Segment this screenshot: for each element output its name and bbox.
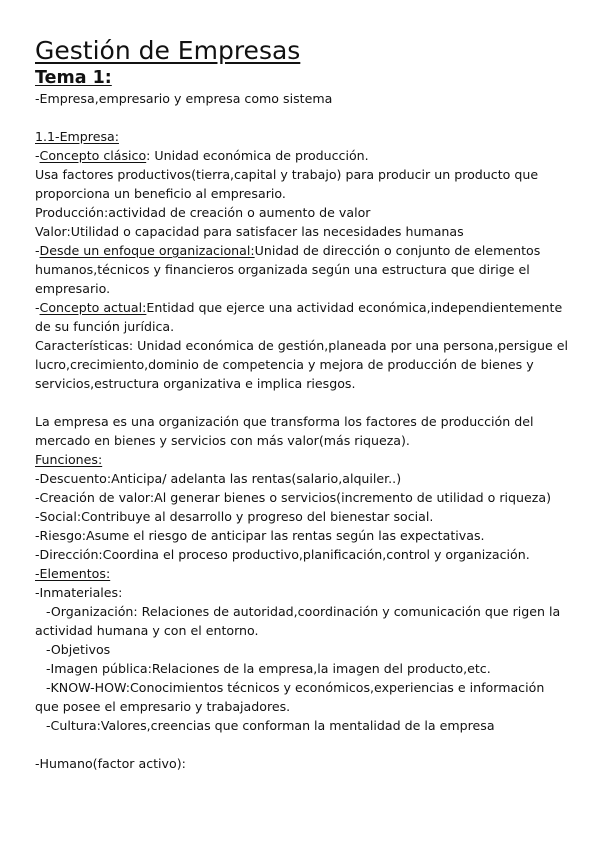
valor-line: Valor:Utilidad o capacidad para satisfacer las necesidades humanas xyxy=(35,224,464,239)
enfoque-prefix: - xyxy=(35,243,40,258)
enfoque-paragraph xyxy=(35,241,570,298)
concepto-actual-text: Entidad que ejerce una actividad económica,independientemente de su función jurídica. xyxy=(35,300,563,334)
concepto-actual-label: Concepto actual: xyxy=(39,300,147,315)
caracteristicas-paragraph: Características: Unidad económica de gestión,planeada por una persona,persigue el lucro,crecimiento,dominio de competencia y mejora de producción de bienes y servicios,estructura organizativa e implica riesgos. xyxy=(35,338,568,391)
section-heading-text: 1.1-Empresa: xyxy=(35,129,119,144)
document-title: Gestión de Empresas xyxy=(35,36,301,65)
intro-line: -Empresa,empresario y empresa como sistema xyxy=(35,91,333,106)
organizacion-paragraph: -Organización: Relaciones de autoridad,coordinación y comunicación que rigen la actividad humana y con el entorno. xyxy=(35,604,561,638)
inmateriales-line: -Inmateriales: xyxy=(35,585,123,600)
enfoque-text: Unidad de dirección o conjunto de elementos humanos,técnicos y financieros organizada según una estructura que dirige el empresario. xyxy=(35,243,541,296)
tema-heading: Tema 1: xyxy=(35,68,112,88)
concepto-clasico-label: Concepto clásico xyxy=(39,148,147,163)
document-page xyxy=(35,36,570,773)
document-body xyxy=(35,89,570,773)
concepto-actual-prefix: - xyxy=(35,300,40,315)
concepto-clasico-line xyxy=(35,146,570,165)
concepto-clasico-text: : Unidad económica de producción. xyxy=(146,148,369,163)
funcion-item: -Creación de valor:Al generar bienes o servicios(incremento de utilidad o riqueza) xyxy=(35,490,552,505)
funciones-heading xyxy=(35,450,570,469)
funcion-item: -Descuento:Anticipa/ adelanta las rentas(salario,alquiler..) xyxy=(35,471,402,486)
concepto-clasico-prefix: - xyxy=(35,148,40,163)
enfoque-label: Desde un enfoque organizacional: xyxy=(39,243,255,258)
elementos-heading-text: -Elementos: xyxy=(35,566,111,581)
funciones-heading-text: Funciones: xyxy=(35,452,103,467)
spacer xyxy=(35,108,570,127)
imagen-publica-line: -Imagen pública:Relaciones de la empresa,la imagen del producto,etc. xyxy=(46,661,491,676)
spacer xyxy=(35,735,570,754)
spacer xyxy=(35,393,570,412)
usa-factores-paragraph: Usa factores productivos(tierra,capital y trabajo) para producir un producto que proporciona un beneficio al empresario. xyxy=(35,167,539,201)
concepto-actual-paragraph xyxy=(35,298,570,336)
funcion-item: -Riesgo:Asume el riesgo de anticipar las rentas según las expectativas. xyxy=(35,528,485,543)
know-how-paragraph: -KNOW-HOW:Conocimientos técnicos y económicos,experiencias e información que posee el empresario y trabajadores. xyxy=(35,680,545,714)
elementos-heading xyxy=(35,564,570,583)
cultura-line: -Cultura:Valores,creencias que conforman la mentalidad de la empresa xyxy=(46,718,495,733)
funcion-item: -Social:Contribuye al desarrollo y progreso del bienestar social. xyxy=(35,509,434,524)
funcion-item: -Dirección:Coordina el proceso productivo,planificación,control y organización. xyxy=(35,547,530,562)
humano-line: -Humano(factor activo): xyxy=(35,756,186,771)
objetivos-line: -Objetivos xyxy=(46,642,111,657)
produccion-line: Producción:actividad de creación o aumento de valor xyxy=(35,205,371,220)
transforma-paragraph: La empresa es una organización que transforma los factores de producción del mercado en bienes y servicios con más valor(más riqueza). xyxy=(35,414,534,448)
section-heading xyxy=(35,127,570,146)
